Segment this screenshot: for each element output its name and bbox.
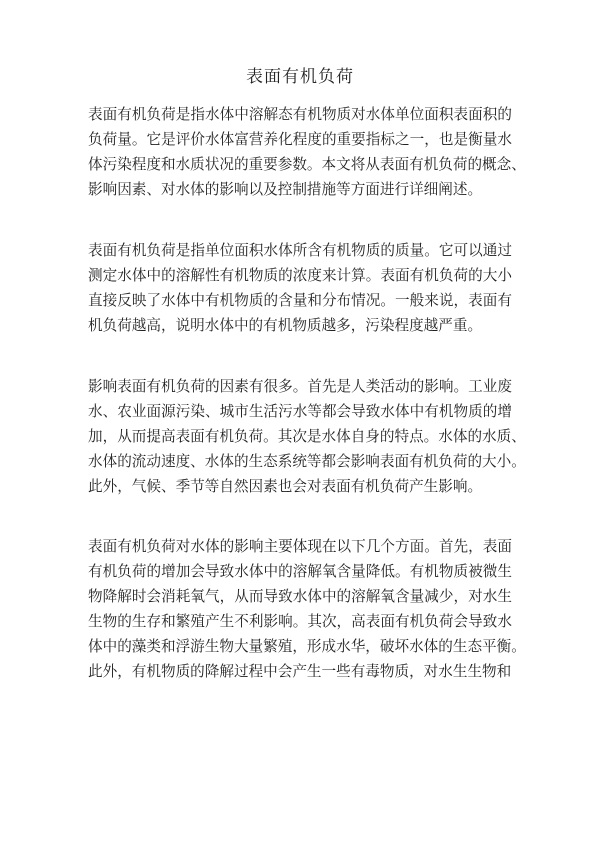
text-line: 表面有机负荷是指水体中溶解态有机物质对水体单位面积表面积的 (88, 106, 512, 123)
paragraph-2 (88, 238, 512, 338)
text-line: 加，从而提高表面有机负荷。其次是水体自身的特点。水体的水质、 (88, 428, 526, 445)
text-line: 水、农业面源污染、城市生活污水等都会导致水体中有机物质的增 (88, 403, 512, 420)
text-line: 体污染程度和水质状况的重要参数。本文将从表面有机负荷的概念、 (88, 156, 526, 173)
text-line: 有机负荷的增加会导致水体中的溶解氧含量降低。有机物质被微生 (88, 563, 512, 580)
text-line: 影响表面有机负荷的因素有很多。首先是人类活动的影响。工业废 (88, 378, 512, 395)
text-line: 测定水体中的溶解性有机物质的浓度来计算。表面有机负荷的大小 (88, 267, 512, 284)
text-line: 负荷量。它是评价水体富营养化程度的重要指标之一，也是衡量水 (88, 131, 512, 148)
paragraph-4 (88, 534, 526, 684)
text-line: 表面有机负荷对水体的影响主要体现在以下几个方面。首先，表面 (88, 538, 512, 555)
text-line: 影响因素、对水体的影响以及控制措施等方面进行详细阐述。 (88, 181, 483, 198)
text-line: 生物的生存和繁殖产生不利影响。其次，高表面有机负荷会导致水 (88, 613, 512, 630)
paragraph-3 (88, 374, 526, 499)
text-line: 此外，气候、季节等自然因素也会对表面有机负荷产生影响。 (88, 478, 483, 495)
text-line: 物降解时会消耗氧气，从而导致水体中的溶解氧含量减少，对水生 (88, 588, 512, 605)
paragraph-1 (88, 102, 526, 202)
text-line: 机负荷越高，说明水体中的有机物质越多，污染程度越严重。 (88, 317, 483, 334)
text-line: 直接反映了水体中有机物质的含量和分布情况。一般来说，表面有 (88, 292, 512, 309)
text-line: 表面有机负荷是指单位面积水体所含有机物质的质量。它可以通过 (88, 242, 512, 259)
text-line: 此外，有机物质的降解过程中会产生一些有毒物质，对水生生物和 (88, 663, 512, 680)
text-line: 体中的藻类和浮游生物大量繁殖，形成水华，破坏水体的生态平衡。 (88, 638, 526, 655)
document-title: 表面有机负荷 (246, 67, 354, 87)
text-line: 水体的流动速度、水体的生态系统等都会影响表面有机负荷的大小。 (88, 453, 526, 470)
